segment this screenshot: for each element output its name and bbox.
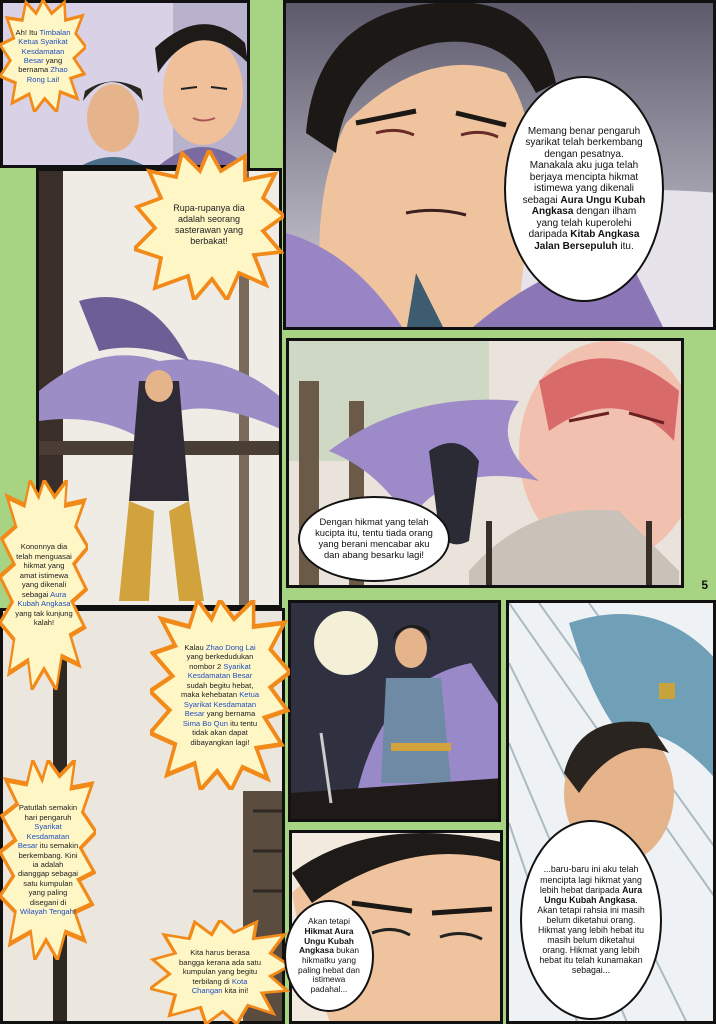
panel-moonlit-man-art xyxy=(291,603,501,822)
caption-1-name: Zhao Rong Lai xyxy=(26,65,68,84)
caption-4-n4: Sima Bo Qun xyxy=(182,718,229,728)
caption-4-n3: Ketua Syarikat Kesdamatan Besar xyxy=(183,690,260,719)
caption-burst-aura-kubah-angkasa xyxy=(0,480,88,690)
caption-5-p2: itu semakin berkembang. Kini ia adalah dianggap sebagai satu kumpulan yang paling disegani di xyxy=(18,841,79,907)
caption-5-n2: Wilayah Tengah xyxy=(19,907,74,917)
caption-burst-wilayah-tengah xyxy=(0,760,96,960)
bubble-3-p2: bukan hikmatku yang paling hebat dan istimewa padahal... xyxy=(298,945,360,994)
bubble-1-bold1: Aura Ungu Kubah Angkasa xyxy=(531,194,646,218)
caption-5-n1: Syarikat Kesdamatan Besar xyxy=(17,822,70,851)
bubble-1-p3: itu. xyxy=(617,240,634,252)
caption-1-end: ! xyxy=(57,74,60,84)
caption-2-text: Rupa-rupanya dia adalah seorang sasterawan yang berbakat! xyxy=(173,202,245,247)
panel-moonlit-man xyxy=(288,600,501,822)
caption-1-mid2: yang bernama xyxy=(18,56,63,75)
caption-3-name: Aura Kubah Angkasa xyxy=(17,589,71,609)
caption-burst-kota-changan xyxy=(150,920,290,1024)
page-number: 5 xyxy=(701,578,708,592)
speech-bubble-akan-tetapi xyxy=(284,900,374,1012)
bubble-1-p1: Memang benar pengaruh syarikat telah berkembang dengan pesatnya. Manakala aku juga telah berjaya mencipta hikmat istimewa yang dikenali sebagai xyxy=(522,125,643,206)
speech-bubble-baru-baru xyxy=(520,820,662,1020)
caption-1-mid1: Timbalan Ketua Syarikat Kesdamatan Besar xyxy=(18,27,71,65)
caption-6-n1: Kota Changan xyxy=(191,976,248,996)
bubble-2-text: Dengan hikmat yang telah kucipta itu, tentu tiada orang yang berani mencabar aku dan abang besarku lagi! xyxy=(315,516,433,560)
caption-burst-sima-bo-qun xyxy=(150,600,290,790)
caption-3-pre: Kononnya dia telah menguasai hikmat yang amat istimewa yang dikenali sebagai xyxy=(16,542,72,599)
speech-bubble-aura-ungu xyxy=(504,76,664,302)
caption-burst-sasterawan xyxy=(134,150,284,300)
bubble-4-p2: . Akan tetapi rahsia ini masih belum diketahui orang. Hikmat yang lebih hebat itu masih belum diketahui orang. Hikmat yang lebih hebat itu telah kunamakan sebagai... xyxy=(537,894,645,976)
bubble-4-p1: ...baru-baru ini aku telah mencipta lagi hikmat yang lebih hebat daripada xyxy=(539,864,642,895)
caption-4-p4: yang bernama xyxy=(204,709,256,719)
caption-4-p5: itu tentu tidak akan dapat dibayangkan lagi! xyxy=(190,718,258,747)
bubble-3-p1: Akan tetapi xyxy=(308,916,350,927)
bubble-3-bold1: Hikmat Aura Ungu Kubah Angkasa xyxy=(298,926,354,956)
caption-4-n1: Zhao Dong Lai xyxy=(205,642,256,652)
caption-6-pre: Kita harus berasa bangga kerana ada satu kumpulan yang begitu terbilang di xyxy=(179,948,261,986)
caption-4-pre: Kalau xyxy=(184,642,206,652)
caption-4-p3: sudah begitu hebat, maka kehebatan xyxy=(180,680,254,700)
caption-6-end: kita ini! xyxy=(222,986,249,996)
caption-1-pre: Ah! Itu xyxy=(15,27,40,37)
caption-5-pre: Patutlah semakin hari pengaruh xyxy=(18,803,78,822)
speech-bubble-tiada-orang xyxy=(298,496,450,582)
caption-5-end: ! xyxy=(73,907,77,917)
caption-4-p2: yang berkedudukan nombor 2 xyxy=(186,652,254,671)
bubble-4-bold1: Aura Ungu Kubah Angkasa xyxy=(544,884,643,905)
bubble-1-p2: dengan ilham yang telah kuperolehi daripada xyxy=(528,206,637,241)
bubble-1-bold2: Kitab Angkasa Jalan Bersepuluh xyxy=(534,229,640,252)
caption-3-end: yang tak kunjung kalah! xyxy=(15,608,73,628)
caption-4-n2: Syarikat Kesdamatan Besar xyxy=(187,661,253,681)
caption-burst-zhao-rong-lai xyxy=(0,0,86,112)
